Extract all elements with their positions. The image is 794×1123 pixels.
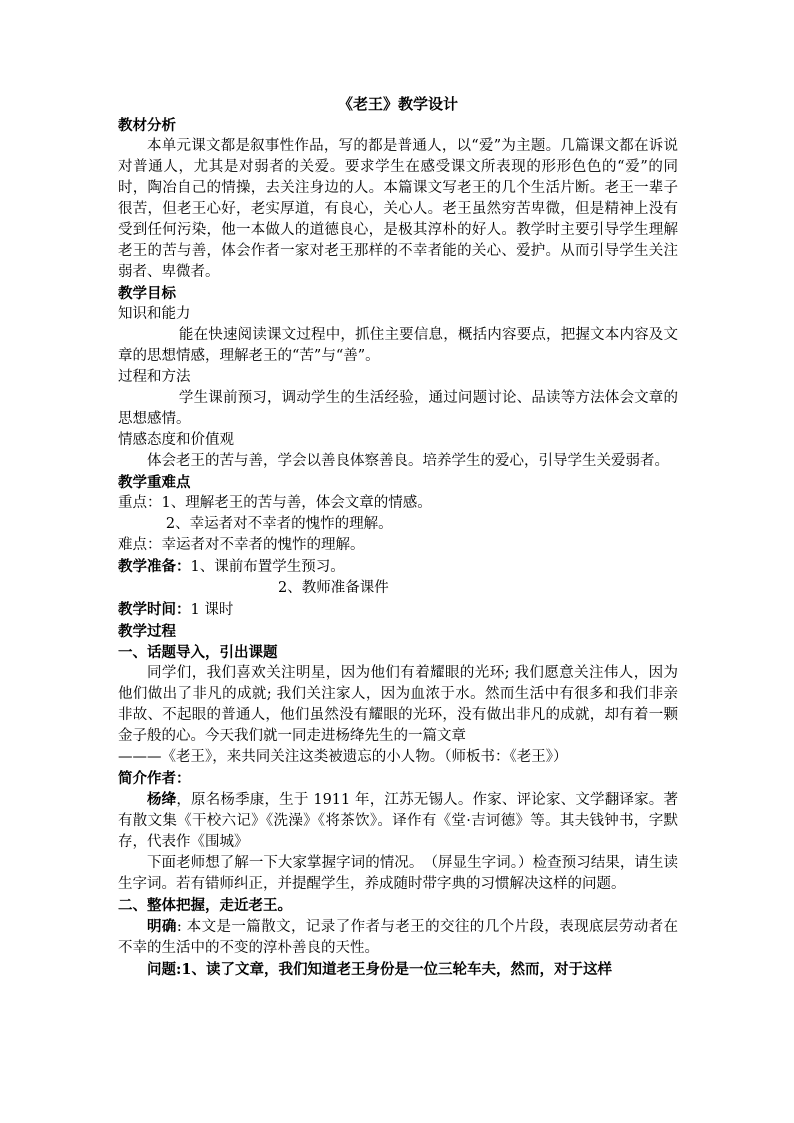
goal-emotion-text: 体会老王的苦与善，学会以善良体察善良。培养学生的爱心，引导学生关爱弱者。 — [147, 453, 669, 469]
clarify-label: 明确 — [147, 918, 177, 935]
preparation-item-1: 1、课前布置学生预习。 — [190, 559, 345, 575]
document-title: 《老王》教学设计 — [337, 95, 458, 113]
clarify-text: : 本文是一篇散文，记录了作者与老王的交往的几个片段，表现底层劳动者在不幸的生活中的不变的淳朴善良的天性。 — [118, 919, 679, 956]
teaching-time-value: 1 课时 — [190, 602, 234, 618]
preparation-item-2: 2、教师准备课件 — [278, 580, 389, 596]
material-analysis-paragraph: 本单元课文都是叙事性作品，写的都是普通人，以“爱”为主题。几篇课文都在诉说对普通人，尤其是对弱者的关爱。要求学生在感受课文所表现的形形色色的“爱”的同时，陶冶自己的情操，去关注身边的人。本篇课文写老王的几个生活片断。老王一辈子很苦，但老王心好，老实厚道，有良心，关心人。老王虽然穷苦卑微，但是精神上没有受到任何污染，他一本做人的道德良心，是极其淳朴的好人。教学时主要引导学生理解老王的苦与善，体会作者一家对老王那样的不幸者能的关心、爱护。从而引导学生关注弱者、卑微者。 — [118, 138, 678, 280]
key-point-2: 2、幸运者对不幸者的愧怍的理解。 — [165, 516, 393, 532]
section-heading-goals: 教学目标 — [118, 285, 176, 302]
step-2-heading: 二、整体把握，走近老王。 — [118, 897, 292, 914]
goal-knowledge-label: 知识和能力 — [118, 306, 191, 322]
question-paragraph — [118, 959, 678, 981]
section-heading-material: 教材分析 — [118, 117, 176, 134]
goal-emotion-label: 情感态度和价值观 — [118, 432, 234, 448]
document-page — [118, 94, 678, 981]
step-1-paragraph: 同学们，我们喜欢关注明星，因为他们有着耀眼的光环; 我们愿意关注伟人，因为他们做出了非凡的成就; 我们关注家人，因为血浓于水。然而生活中有很多和我们非亲非故、不起眼的普通人，他们虽然没有耀眼的光环，没有做出非凡的成就，却有着一颗金子般的心。今天我们就一同走进杨绛先生的一篇文章 — [118, 665, 678, 744]
section-heading-key-points: 教学重难点 — [118, 474, 191, 491]
teaching-time-label: 教学时间： — [118, 601, 191, 618]
section-heading-process: 教学过程 — [118, 623, 176, 640]
goal-process-label: 过程和方法 — [118, 369, 191, 385]
question-text: 问题:1、读了文章，我们知道老王身份是一位三轮车夫，然而，对于这样 — [147, 961, 612, 978]
preparation-label: 教学准备： — [118, 558, 191, 575]
goal-knowledge-text: 能在快速阅读课文过程中，抓住主要信息，概括内容要点，把握文本内容及文章的思想情感，理解老王的“苦”与“善”。 — [118, 327, 678, 364]
author-paragraph — [118, 789, 678, 853]
author-heading: 简介作者： — [118, 770, 191, 787]
vocabulary-paragraph: 下面老师想了解一下大家掌握字词的情况。 （屏显生字词。）检查预习结果，请生读生字词。若有错师纠正，并提醒学生，养成随时带字典的习惯解决这样的问题。 — [118, 855, 678, 892]
difficult-point: 难点：幸运者对不幸者的愧怍的理解。 — [118, 537, 365, 553]
goal-process-text: 学生课前预习，调动学生的生活经验，通过问题讨论、品读等方法体会文章的思想感情。 — [118, 390, 678, 427]
step-1-heading: 一、话题导入，引出课题 — [118, 644, 278, 661]
key-point-1: 重点：1、理解老王的苦与善，体会文章的情感。 — [118, 495, 432, 511]
clarify-paragraph — [118, 916, 678, 959]
step-1-continuation: ———《老王》，来共同关注这类被遗忘的小人物。（师板书：《老王》） — [118, 749, 568, 765]
author-text: ，原名杨季康，生于 1911 年，江苏无锡人。作家、评论家、文学翻译家。著有散文集《干校六记》《洗澡》《将茶饮》。译作有《堂·吉诃德》等。其夫钱钟书，字默存，代表作《围城》 — [118, 792, 678, 850]
preparation-line — [118, 556, 678, 578]
teaching-time-line — [118, 599, 678, 621]
author-name: 杨绛 — [147, 791, 177, 808]
